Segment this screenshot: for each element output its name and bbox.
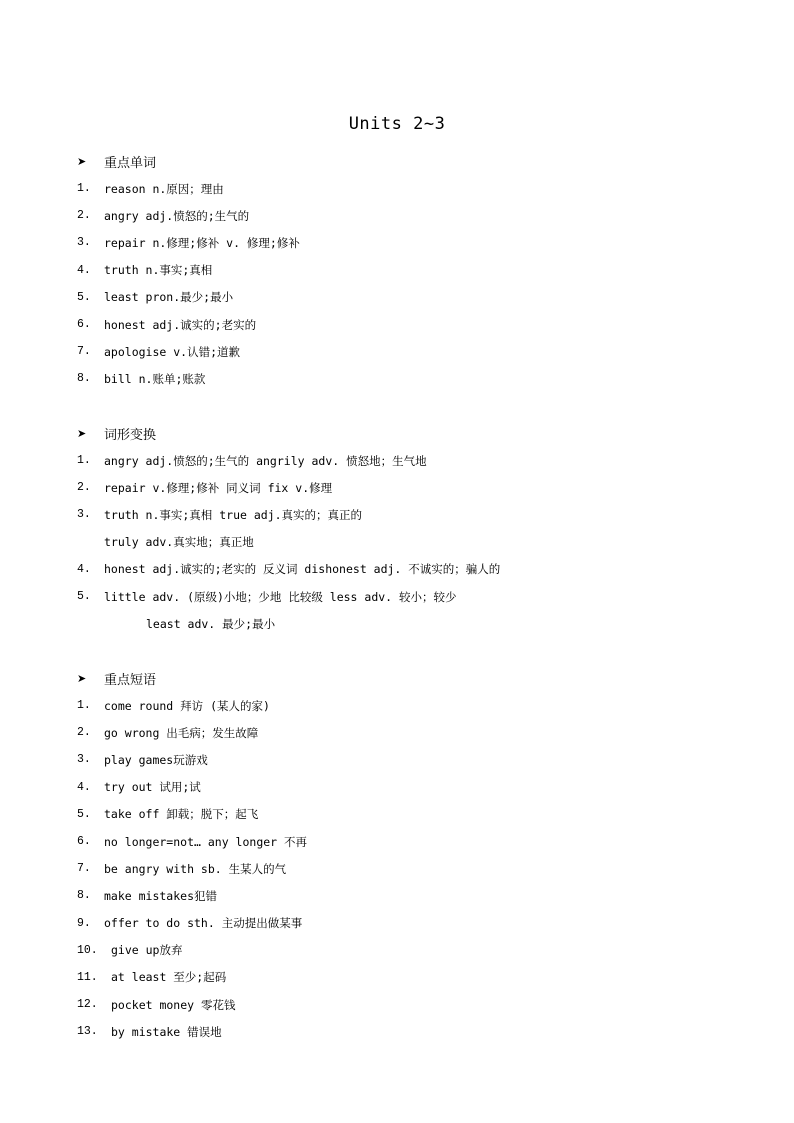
item-number: 3.: [77, 753, 91, 767]
list-item: [77, 801, 757, 828]
list-item: [77, 964, 757, 991]
list-item: [77, 719, 757, 746]
item-number: 4.: [77, 263, 91, 277]
section-heading: [77, 148, 757, 175]
list-item: [77, 501, 757, 528]
arrowhead-bullet-icon: ➤: [77, 427, 87, 440]
item-number: 2.: [77, 209, 91, 223]
list-item: [77, 447, 757, 474]
list-item-continuation: [77, 610, 757, 637]
item-text: least pron.最少;最小: [104, 290, 234, 305]
item-text: no longer=not… any longer 不再: [104, 834, 308, 849]
list-item: [77, 828, 757, 855]
item-text: repair n.修理;修补 v. 修理;修补: [104, 235, 300, 250]
item-text: offer to do sth. 主动提出做某事: [104, 916, 303, 931]
list-item: [77, 257, 757, 284]
list-item: [77, 583, 757, 610]
section-heading: [77, 665, 757, 692]
item-text: angry adj.愤怒的;生气的 angrily adv. 愤怒地；生气地: [104, 453, 427, 468]
item-number: 5.: [77, 807, 91, 821]
list-item: [77, 175, 757, 202]
item-number: 1.: [77, 454, 91, 468]
item-text: be angry with sb. 生某人的气: [104, 861, 287, 876]
item-number: 3.: [77, 508, 91, 522]
item-number: 2.: [77, 726, 91, 740]
list-item: [77, 774, 757, 801]
item-number: 6.: [77, 835, 91, 849]
item-number: 13.: [77, 1025, 98, 1039]
section-heading: [77, 420, 757, 447]
list-item: [77, 284, 757, 311]
item-number: 1.: [77, 699, 91, 713]
list-item: [77, 937, 757, 964]
list-item: [77, 365, 757, 392]
item-text: by mistake 错误地: [111, 1024, 222, 1039]
item-number: 4.: [77, 780, 91, 794]
page-title: Units 2~3: [348, 114, 446, 134]
item-text: make mistakes犯错: [104, 888, 218, 903]
list-item: [77, 882, 757, 909]
item-text: honest adj.诚实的;老实的 反义词 dishonest adj. 不诚实的；骗人的: [104, 562, 501, 577]
item-number: 7.: [77, 345, 91, 359]
section-heading-text: 词形变换: [104, 428, 157, 443]
list-item: [77, 556, 757, 583]
section-word-forms: [77, 420, 757, 637]
item-text: honest adj.诚实的;老实的: [104, 317, 257, 332]
section-key-words: [77, 148, 757, 393]
item-text: reason n.原因；理由: [104, 181, 224, 196]
list-item: [77, 746, 757, 773]
item-text: bill n.账单;账款: [104, 371, 206, 386]
item-number: 5.: [77, 290, 91, 304]
item-number: 10.: [77, 943, 98, 957]
item-text: pocket money 零花钱: [111, 997, 236, 1012]
item-text: try out 试用;试: [104, 780, 201, 795]
item-text: at least 至少;起码: [111, 970, 227, 985]
list-item: [77, 910, 757, 937]
list-item: [77, 855, 757, 882]
item-number: 8.: [77, 372, 91, 386]
arrowhead-bullet-icon: ➤: [77, 155, 87, 168]
item-text: little adv. (原级)小地；少地 比较级 less adv. 较小；较少: [104, 589, 457, 604]
list-item: [77, 311, 757, 338]
item-text: apologise v.认错;道歉: [104, 344, 241, 359]
arrowhead-bullet-icon: ➤: [77, 672, 87, 685]
item-number: 4.: [77, 562, 91, 576]
item-number: 3.: [77, 236, 91, 250]
item-text: truth n.事实;真相 true adj.真实的；真正的: [104, 507, 363, 522]
item-text: give up放弃: [111, 943, 183, 958]
item-text: truly adv.真实地；真正地: [104, 535, 254, 550]
list-item: [77, 229, 757, 256]
item-number: 1.: [77, 182, 91, 196]
list-item-continuation: [77, 529, 757, 556]
item-text: play games玩游戏: [104, 752, 208, 767]
list-item: [77, 1018, 757, 1045]
item-text: come round 拜访 (某人的家): [104, 698, 270, 713]
item-text: angry adj.愤怒的;生气的: [104, 208, 250, 223]
list-item: [77, 692, 757, 719]
item-number: 9.: [77, 916, 91, 930]
list-item: [77, 474, 757, 501]
list-item: [77, 202, 757, 229]
item-text: least adv. 最少;最小: [146, 616, 276, 631]
item-number: 6.: [77, 318, 91, 332]
list-item: [77, 991, 757, 1018]
item-number: 12.: [77, 998, 98, 1012]
list-item: [77, 338, 757, 365]
item-number: 11.: [77, 970, 98, 984]
item-text: go wrong 出毛病；发生故障: [104, 725, 259, 740]
item-text: take off 卸载；脱下；起飞: [104, 807, 259, 822]
item-number: 7.: [77, 862, 91, 876]
section-key-phrases: [77, 665, 757, 1045]
item-number: 2.: [77, 481, 91, 495]
item-text: repair v.修理;修补 同义词 fix v.修理: [104, 480, 333, 495]
item-number: 5.: [77, 590, 91, 604]
item-number: 8.: [77, 889, 91, 903]
section-heading-text: 重点短语: [104, 673, 157, 688]
item-text: truth n.事实;真相: [104, 263, 213, 278]
section-heading-text: 重点单词: [104, 156, 157, 171]
